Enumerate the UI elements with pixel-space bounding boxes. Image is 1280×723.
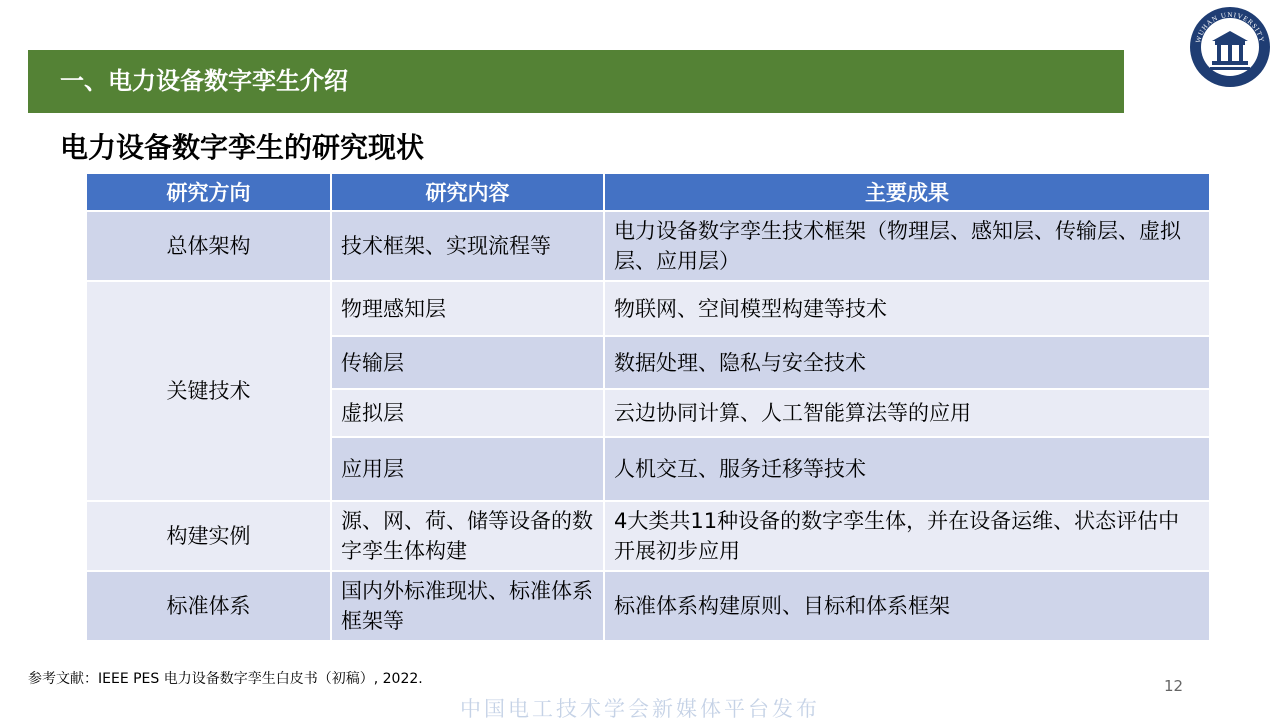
header-content: 研究内容 bbox=[331, 173, 604, 211]
header-direction: 研究方向 bbox=[86, 173, 331, 211]
content-cell: 虚拟层 bbox=[331, 389, 604, 437]
header-result: 主要成果 bbox=[604, 173, 1210, 211]
result-cell: 4大类共11种设备的数字孪生体，并在设备运维、状态评估中开展初步应用 bbox=[604, 501, 1210, 571]
content-cell: 国内外标准现状、标准体系框架等 bbox=[331, 571, 604, 641]
result-cell: 电力设备数字孪生技术框架（物理层、感知层、传输层、虚拟层、应用层） bbox=[604, 211, 1210, 281]
section-title: 一、电力设备数字孪生介绍 bbox=[60, 67, 348, 95]
result-cell: 人机交互、服务迁移等技术 bbox=[604, 437, 1210, 501]
result-cell: 云边协同计算、人工智能算法等的应用 bbox=[604, 389, 1210, 437]
content-cell: 应用层 bbox=[331, 437, 604, 501]
content-cell: 源、网、荷、储等设备的数字孪生体构建 bbox=[331, 501, 604, 571]
table-header-row bbox=[86, 173, 1210, 211]
reference-note: 参考文献：IEEE PES 电力设备数字孪生白皮书（初稿）, 2022. bbox=[28, 671, 423, 687]
section-banner bbox=[28, 50, 1124, 113]
result-cell: 物联网、空间模型构建等技术 bbox=[604, 281, 1210, 336]
direction-cell: 关键技术 bbox=[86, 281, 331, 501]
direction-cell: 总体架构 bbox=[86, 211, 331, 281]
result-cell: 标准体系构建原则、目标和体系框架 bbox=[604, 571, 1210, 641]
table-row bbox=[86, 501, 1210, 571]
watermark: 中国电工技术学会新媒体平台发布 bbox=[460, 697, 820, 721]
content-cell: 传输层 bbox=[331, 336, 604, 389]
content-cell: 物理感知层 bbox=[331, 281, 604, 336]
logo-text: WUHAN UNIVERSITY bbox=[1194, 10, 1266, 44]
page-number: 12 bbox=[1164, 677, 1184, 695]
direction-cell: 构建实例 bbox=[86, 501, 331, 571]
content-cell: 技术框架、实现流程等 bbox=[331, 211, 604, 281]
table-row bbox=[86, 571, 1210, 641]
result-cell: 数据处理、隐私与安全技术 bbox=[604, 336, 1210, 389]
direction-cell: 标准体系 bbox=[86, 571, 331, 641]
table-row bbox=[86, 281, 1210, 336]
university-logo bbox=[1188, 5, 1272, 89]
table-row bbox=[86, 211, 1210, 281]
research-table bbox=[85, 172, 1211, 642]
page-subtitle: 电力设备数字孪生的研究现状 bbox=[60, 131, 425, 164]
